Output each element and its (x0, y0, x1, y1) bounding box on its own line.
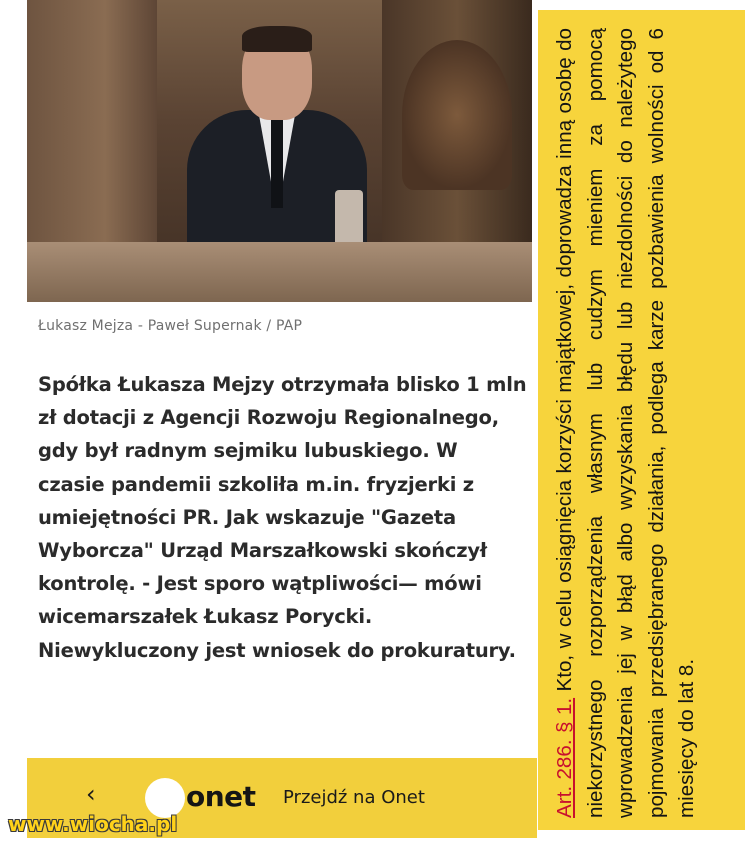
wood-carving (402, 40, 512, 190)
law-text (538, 10, 745, 830)
go-to-onet-link[interactable]: Przejdź na Onet (283, 787, 425, 808)
watermark: www.wiocha.pl (8, 812, 178, 836)
speaker-tie (271, 118, 283, 208)
podium-desk (27, 242, 532, 302)
article-photo (27, 0, 532, 302)
law-body: Kto, w celu osiągnięcia korzyści majątkowej, doprowadza inną osobę do niekorzystnego rozporządzenia własnym lub cudzym mieniem za pomocą wprowadzenia jej w błąd albo wyzyskania błędu lub niezdolności do należytego pojmowania przedsiębranego działania, podlega karze pozbawienia wolności od 6 miesięcy do lat 8. (553, 28, 698, 818)
speaker-hair (242, 26, 312, 52)
article-lead: Spółka Łukasza Mejzy otrzymała blisko 1 mln zł dotacji z Agencji Rozwoju Regionalnego, gdy był radnym sejmiku lubuskiego. W czasie pandemii szkoliła m.in. fryzjerki z umiejętności PR. Jak wskazuje "Gazeta Wyborcza" Urząd Marszałkowski skończył kontrolę. - Jest sporo wątpliwości— mówi wicemarszałek Łukasz Porycki. Niewykluczony jest wniosek do prokuratury. (38, 373, 527, 662)
photo-caption: Łukasz Mejza - Paweł Supernak / PAP (38, 318, 303, 334)
law-reference: Art. 286. § 1. (553, 697, 576, 818)
onet-logo-text: onet (186, 780, 256, 813)
chevron-left-icon[interactable]: ‹ (86, 780, 96, 808)
microphone-stand (335, 190, 363, 250)
